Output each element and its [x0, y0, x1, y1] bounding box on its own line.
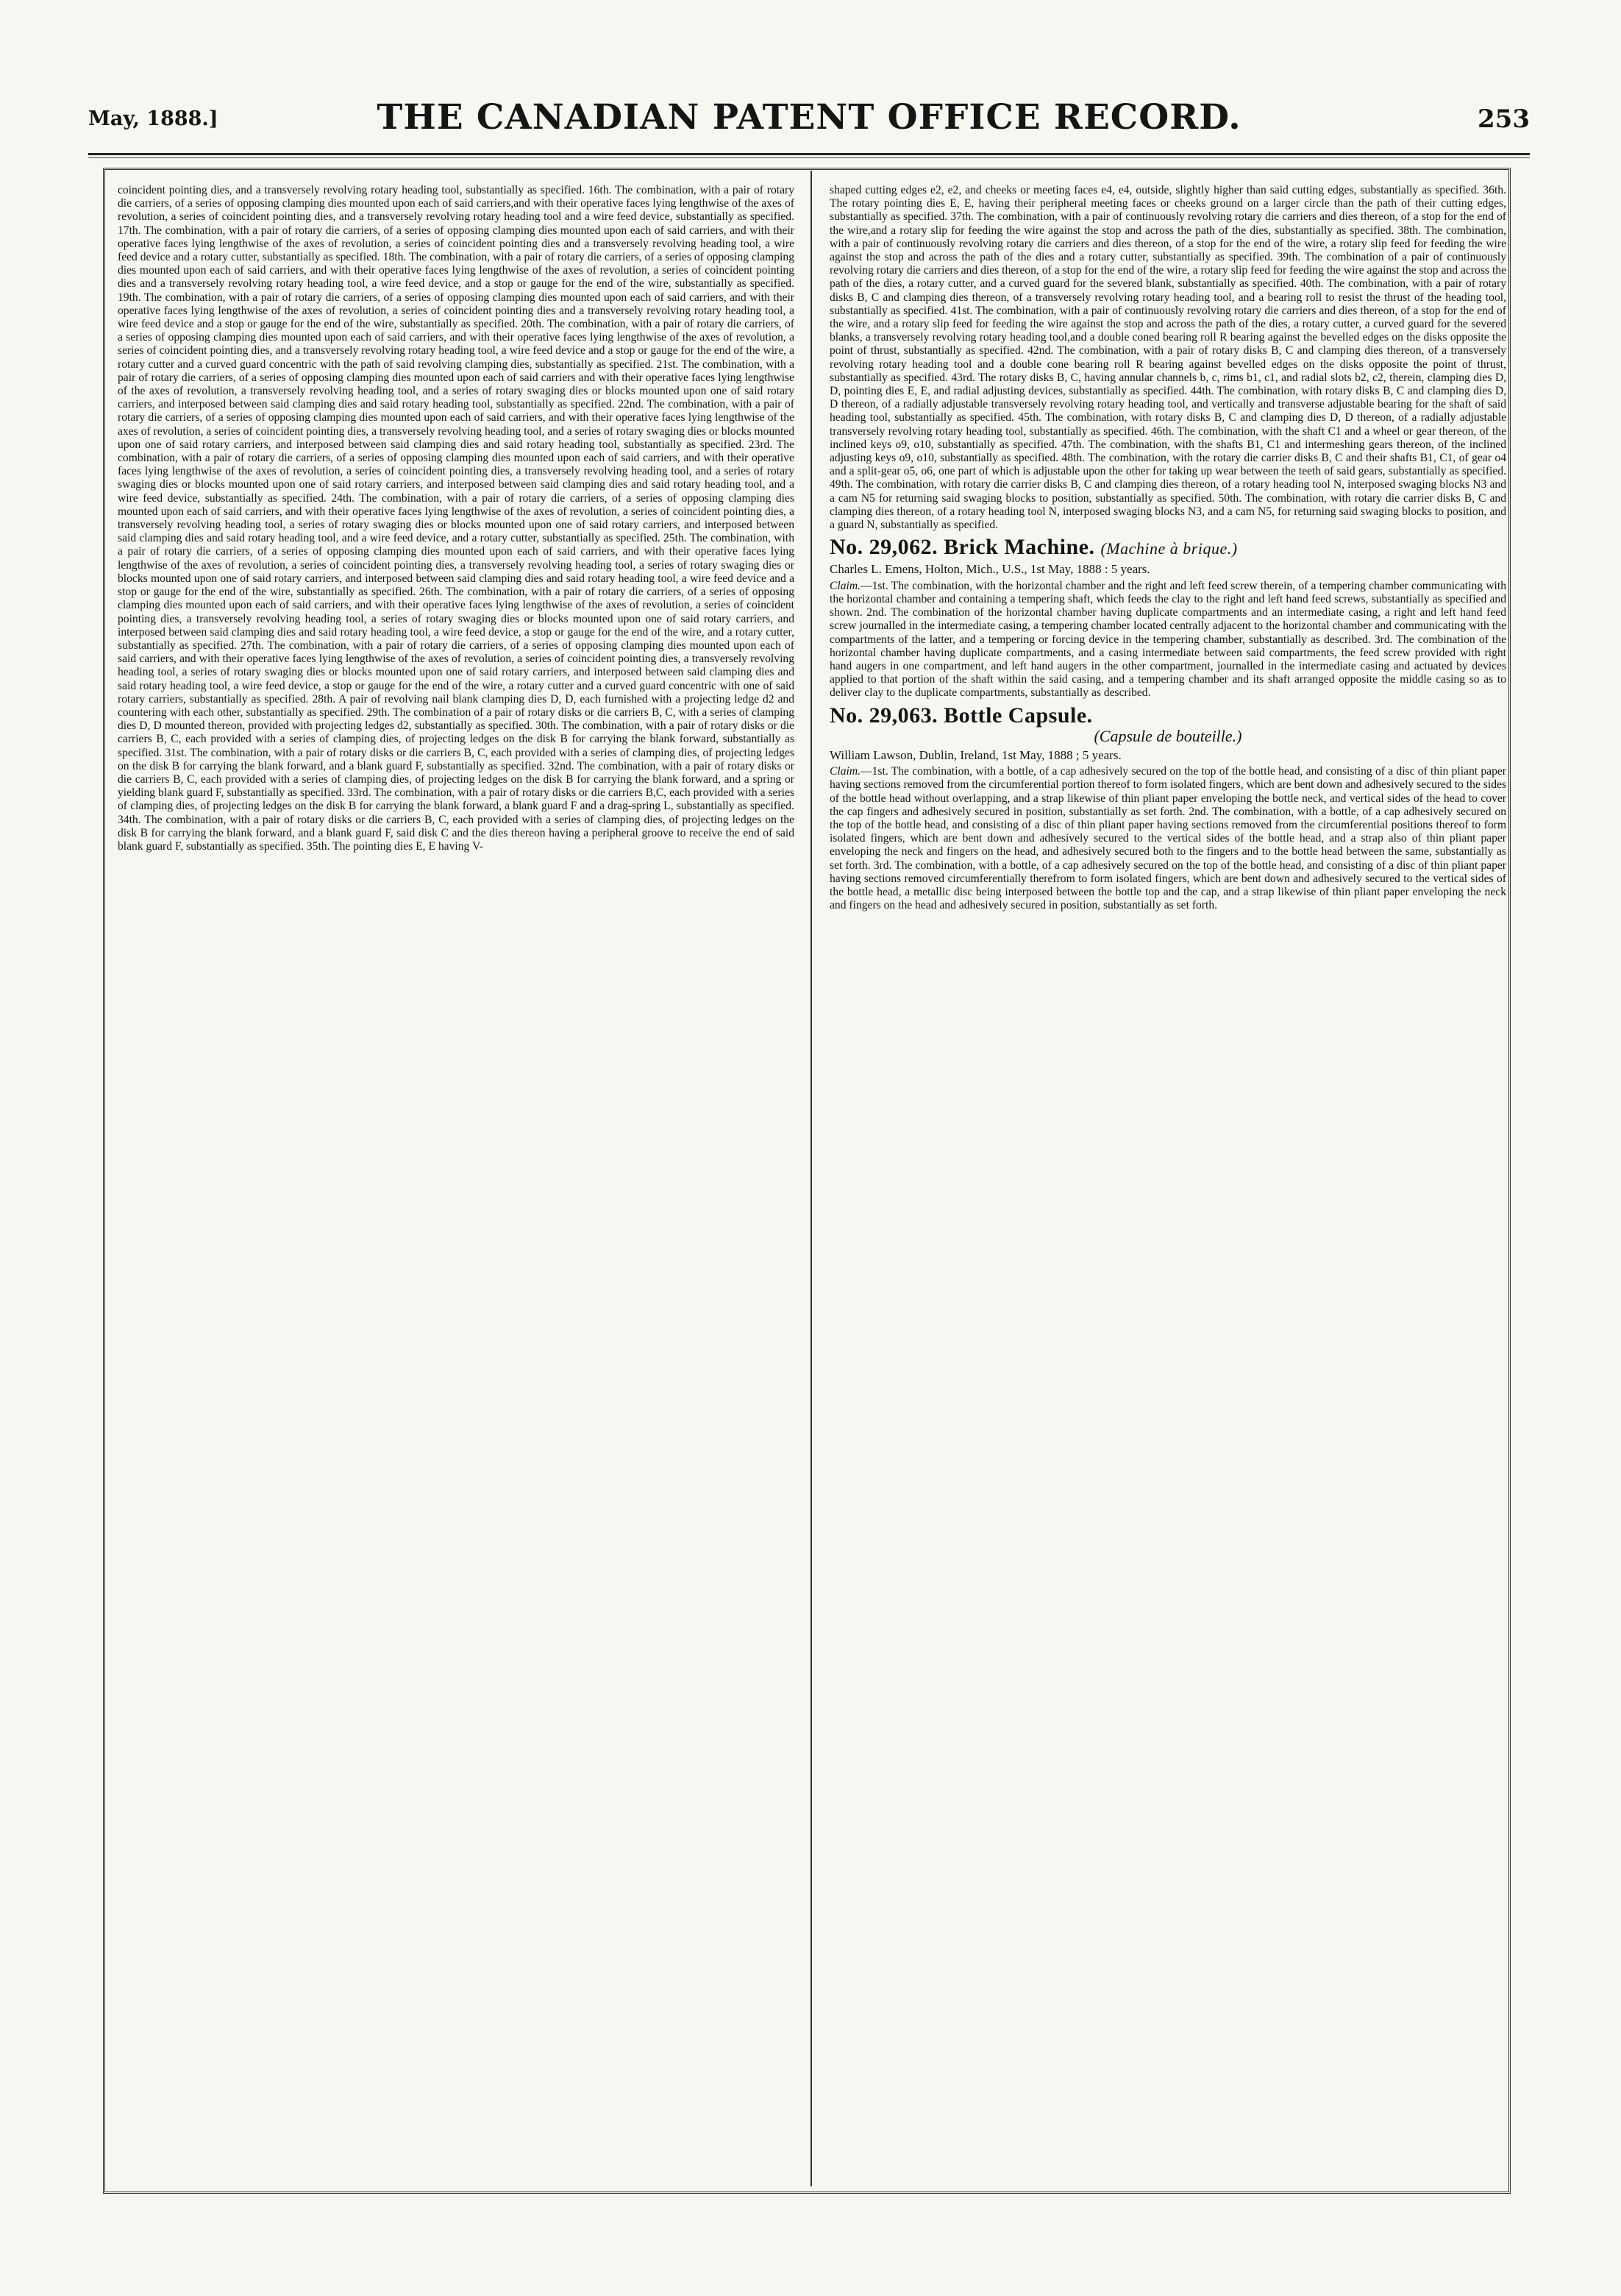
publication-title: THE CANADIAN PATENT OFFICE RECORD. — [377, 97, 1241, 138]
patent-heading-29063: No. 29,063. Bottle Capsule. — [830, 703, 1093, 728]
column-divider — [810, 171, 812, 2186]
claim-text: —1st. The combination, with the horizontal chamber and the right and left feed screw therein, of a tempering chamber communicating with the horizontal chamber and containing a tempering shaft, which feeds the clay to the right and left hand feed screws, substantially as specified and shown. 2nd. The combination of the horizontal chamber having duplicate compartments and an intermediate casing, a right and left hand feed screw journalled in the intermediate casing, a tempering chamber located centrally adjacent to the horizontal chamber and communicating with the compartments of the latter, and a tempering or forcing device in the tempering chamber, substantially as described. 3rd. The combination of the horizontal chamber having duplicate compartments, and a casing intermediate between said compartments, the feed screw provided with right hand augers in one compartment, and left hand augers in the other compartment, journalled in the intermediate casing and actuated by devices applied to that portion of the shaft within the said casing, and a tempering chamber and its shaft arranged opposite the middle casing so as to deliver clay to the duplicate compartments, substantially as described. — [830, 579, 1506, 700]
header-rule — [88, 153, 1530, 155]
patent-heading-29062 — [830, 535, 1506, 560]
page-number: 253 — [1478, 104, 1530, 134]
header-rule-thin — [88, 157, 1530, 158]
patent-claims — [830, 765, 1506, 912]
patent-claims — [830, 580, 1506, 700]
page-header — [88, 97, 1530, 149]
patent-inventor: William Lawson, Dublin, Ireland, 1st May, 1888 ; 5 years. — [830, 747, 1122, 762]
patent-french-title: (Capsule de bouteille.) — [1094, 726, 1242, 745]
continued-claims-text: shaped cutting edges e2, e2, and cheeks or meeting faces e4, e4, outside, slightly higher than said cutting edges, substantially as specified. 36th. The rotary pointing dies E, E, having their peripheral meeting faces or cheeks ground on a larger circle than the path of their cutting edges, substantially as specified. 37th. The combination, with a pair of continuously revolving rotary die carriers and dies thereon, of a stop for the end of the wire,and a rotary slip for feeding the wire against the stop and across the path of the dies, substantially as specified. 38th. The combination, with a pair of continuously revolving rotary die carriers and dies thereon, of a stop for the end of the wire, a rotary slip feed for feeding the wire against the stop and across the path of the dies and a rotary cutter, substantially as specified. 39th. The combination of a pair of continuously revolving rotary die carriers and dies thereon, of a stop for the end of the wire, a rotary slip feed for feeding the wire against the stop and across the path of the dies, a rotary cutter, and a curved guard for the severed blank, substantially as specified. 40th. The combination, with a pair of rotary disks B, C and clamping dies thereon, of a transversely revolving rotary heading tool, and a bearing roll to resist the thrust of the heading tool, substantially as specified. 41st. The combination, with a pair of continuously revolving rotary die carriers and dies thereon, of a stop for the end of the wire, and a rotary slip feed for feeding the wire against the stop and across the path of the dies, a rotary cutter, a curved guard for the severed blanks, a transversely revolving rotary heading tool,and a double coned bearing roll R bearing against the bevelled edges on the disks opposite the point of thrust, substantially as specified. 42nd. The combination, with a pair of rotary disks B, C and clamping dies thereon, of a transversely revolving rotary heading tool and a double cone bearing roll R bearing against bevelled edges on the disks opposite the point of thrust, substantially as specified. 43rd. The rotary disks B, C, having annular channels b, c, rims b1, c1, and radial slots b2, c2, therein, clamping dies D, D, pointing dies E, E, and radial adjusting devices, substantially as specified. 44th. The combination, with rotary disks B, C and clamping dies D, D thereon, of a radially adjustable transversely revolving rotary heading tool, and vertically and transverse adjustable bearing for the shaft of said heading tool, substantially as specified. 45th. The combination, with rotary disks B, C and clamping dies D, D thereon, of a radially adjustable transversely revolving rotary heading tool, substantially as specified. 46th. The combination, with the shaft C1 and a wheel or gear thereon, of the inclined keys o9, o10, substantially as specified. 47th. The combination, with the shafts B1, C1 and intermeshing gears thereon, of the inclined adjusting keys o9, o10, substantially as specified. 48th. The combination, with the rotary die carrier disks B, C and their shafts B1, C1, of gear o4 and a split-gear o5, o6, one part of which is adjustable upon the other for taking up wear between the teeth of said gears, substantially as specified. 49th. The combination, with rotary die carrier disks B, C and clamping dies thereon, of a rotary heading tool N, interposed swaging blocks N3 and a cam N5 for returning said swaging blocks to position, substantially as specified. 50th. The combination, with rotary die carrier disks B, C and clamping dies thereon, of a rotary heading tool N, interposed swaging blocks N3, and a cam N5, for returning said swaging blocks to position, and a guard N, substantially as specified. — [830, 184, 1506, 532]
right-column — [830, 184, 1506, 2170]
patent-french-title: (Machine à brique.) — [1100, 539, 1238, 558]
claim-label: Claim. — [830, 579, 861, 592]
patent-inventor: Charles L. Emens, Holton, Mich., U.S., 1st May, 1888 : 5 years. — [830, 562, 1150, 577]
patent-number: No. 29,062. Brick Machine. — [830, 535, 1095, 560]
left-column-text: coincident pointing dies, and a transversely revolving rotary heading tool, substantially as specified. 16th. The combination, with a pair of rotary die carriers, of a series of opposing clamping dies mounted upon each of said carriers,and with their operative faces lying lengthwise of the axes of revolution, a series of coincident pointing dies, and a transversely revolving rotary heading tool and a wire feed device, substantially as specified. 17th. The combination, with a pair of rotary die carriers, of a series of opposing clamping dies mounted upon each of said carriers, and with their operative faces lying lengthwise of the axes of revolution, a series of coincident pointing dies and a transversely revolving heading tool, a wire feed device and a rotary cutter, substantially as specified. 18th. The combination, with a pair of rotary die carriers, of a series of opposing clamping dies mounted upon each of said carriers, and with their operative faces lying lengthwise of the axes of revolution, a series of coincident pointing dies and a transversely revolving rotary heading tool, a wire feed device, and a stop or gauge for the end of the wire, substantially as specified. 19th. The combination, with a pair of rotary die carriers, of a series of opposing clamping dies mounted upon each of said carriers, and with their operative faces lying lengthwise of the axes of revolution, a series of coincident pointing dies and a transversely revolving rotary heading tool, a wire feed device and a stop or gauge for the end of the wire, substantially as specified. 20th. The combination, with a pair of rotary die carriers, of a series of opposing clamping dies mounted upon each of said carriers, and with their operative faces lying lengthwise of the axes of revolution, a series of coincident pointing dies, and a transversely revolving rotary heading tool, a wire feed device and a stop or gauge for the end of the wire, a rotary cutter and a curved guard concentric with the path of said revolving clamping dies, substantially as specified. 21st. The combination, with a pair of rotary die carriers, of a series of opposing clamping dies mounted upon each of said carriers and with their operative faces lying lengthwise of the axes of revolution, a transversely revolving heading tool, and a series of rotary swaging dies or blocks mounted upon one of said rotary carriers, and interposed between said clamping dies and said rotary heading tool, substantially as specified. 22nd. The combination, with a pair of rotary die carriers, of a series of opposing clamping dies mounted upon each of said carriers, and with their operative faces lying lengthwise of the axes of revolution, a series of coincident pointing dies, a transversely revolving heading tool, and a series of rotary swaging dies or blocks mounted upon one of said rotary carriers, and interposed between said clamping dies and said rotary heading tool, substantially as specified. 23rd. The combination, with a pair of rotary die carriers, of a series of opposing clamping dies mounted upon each of said carriers, and with their operative faces lying lengthwise of the axes of revolution, a series of coincident pointing dies, a transversely revolving heading tool, and a series of rotary swaging dies or blocks mounted upon one of said rotary carriers, and interposed between said clamping dies and said rotary heading tool, and a wire feed device, substantially as specified. 24th. The combination, with a pair of rotary die carriers, of a series of opposing clamping dies mounted upon each of said carriers, and with their operative faces lying lengthwise of the axes of revolution, a series of coincident pointing dies, a transversely revolving heading tool, a series of rotary swaging dies or blocks mounted upon one of said rotary carriers, and interposed between said clamping dies and said rotary heading tool, and a wire feed device, and a rotary cutter, substantially as specified. 25th. The combination, with a pair of rotary die carriers, of a series of opposing clamping dies mounted upon each of said carriers, and with their operative faces lying lengthwise of the axes of revolution, a series of coincident pointing dies, a transversely revolving heading tool, a series of rotary swaging dies or blocks mounted upon one of said rotary carriers, and interposed between said clamping dies and said rotary heading tool, a wire feed device and a stop or gauge for the end of the wire, substantially as specified. 26th. The combination, with a pair of rotary die carriers, of a series of opposing clamping dies mounted upon each of said carriers, and with their operative faces lying lengthwise of the axes of revolution, a series of coincident pointing dies, a transversely revolving heading tool, a series of rotary swaging dies or blocks mounted upon one of said rotary carriers, and interposed between said clamping dies and said rotary heading tool, a wire feed device, a stop or gauge for the end of the wire, and a rotary cutter, substantially as specified. 27th. The combination, with a pair of rotary die carriers, of a series of opposing clamping dies mounted upon each of said carriers, and with their operative faces lying lengthwise of the axes of revolution, a series of coincident pointing dies, a transversely revolving heading tool, a series of rotary swaging dies or blocks mounted upon one of said rotary carriers, and interposed between said clamping dies and said rotary heading tool, a wire feed device, a stop or gauge for the end of the wire, a rotary cutter and a curved guard concentric with one of said rotary carriers, substantially as specified. 28th. A pair of revolving nail blank clamping dies D, D, each furnished with a projecting ledge d2 and countering with each other, substantially as specified. 29th. The combination of a pair of rotary disks or die carriers B, C, with a series of clamping dies D, D mounted thereon, provided with projecting ledges d2, substantially as specified. 30th. The combination, with a pair of rotary disks or die carriers B, C, each provided with a series of clamping dies, of projecting ledges on the disk B for carrying the blank forward, substantially as specified. 31st. The combination, with a pair of rotary disks or die carriers B, C, each provided with a series of clamping dies, of projecting ledges on the disk B for carrying the blank forward, and a blank guard F, substantially as specified. 32nd. The combination, with a pair of rotary disks or die carriers B, C, each provided with a series of clamping dies, of projecting ledges on the disk B for carrying the blank forward, and a spring or yielding blank guard F, substantially as specified. 33rd. The combination, with a pair of rotary disks or die carriers B,C, each provided with a series of clamping dies, of projecting ledges on the disk B for carrying the blank forward, a blank guard F and a drag-spring L, substantially as specified. 34th. The combination, with a pair of rotary disks or die carriers B, C, each provided with a series of clamping dies, of projecting ledges on the disk B for carrying the blank forward, and a blank guard F, said disk C and the dies thereon having a peripheral groove to receive the end of said blank guard F, substantially as specified. 35th. The pointing dies E, E having V- — [118, 184, 794, 853]
left-column — [118, 184, 794, 2163]
claim-text: —1st. The combination, with a bottle, of a cap adhesively secured on the top of the bottle head, and consisting of a disc of thin pliant paper having sections removed from the circumferential portion thereof to form isolated fingers, which are bent down and adhesively secured to the sides of the bottle head without overlapping, and a strap likewise of thin pliant paper enveloping the bottle neck, and vertical sides of the head to cover the cap fingers and adhesively secured in position, substantially as set forth. 2nd. The combination, with a bottle, of a cap adhesively secured on the top of the bottle head, and consisting of a disc of thin pliant paper having sections removed from the circumferential positions thereof to form isolated fingers, which are bent down and adhesively secured to the vertical sides of the bottle head, and a strap also of thin pliant paper enveloping the neck and fingers on the head, and adhesively secured both to the fingers and to the bottle head between the same, substantially as set forth. 3rd. The combination, with a bottle, of a cap adhesively secured on the top of the bottle head, and consisting of a disc of thin pliant paper having sections removed circumferentially therefrom to form isolated fingers, which are bent down and adhesively secured to the vertical sides of the bottle head, a metallic disc being interposed between the bottle top and the cap, and a strap likewise of thin pliant paper enveloping the neck and fingers on the head and adhesively secured in position, substantially as set forth. — [830, 765, 1506, 912]
claim-label: Claim. — [830, 765, 861, 778]
issue-date: May, 1888.] — [88, 107, 218, 130]
